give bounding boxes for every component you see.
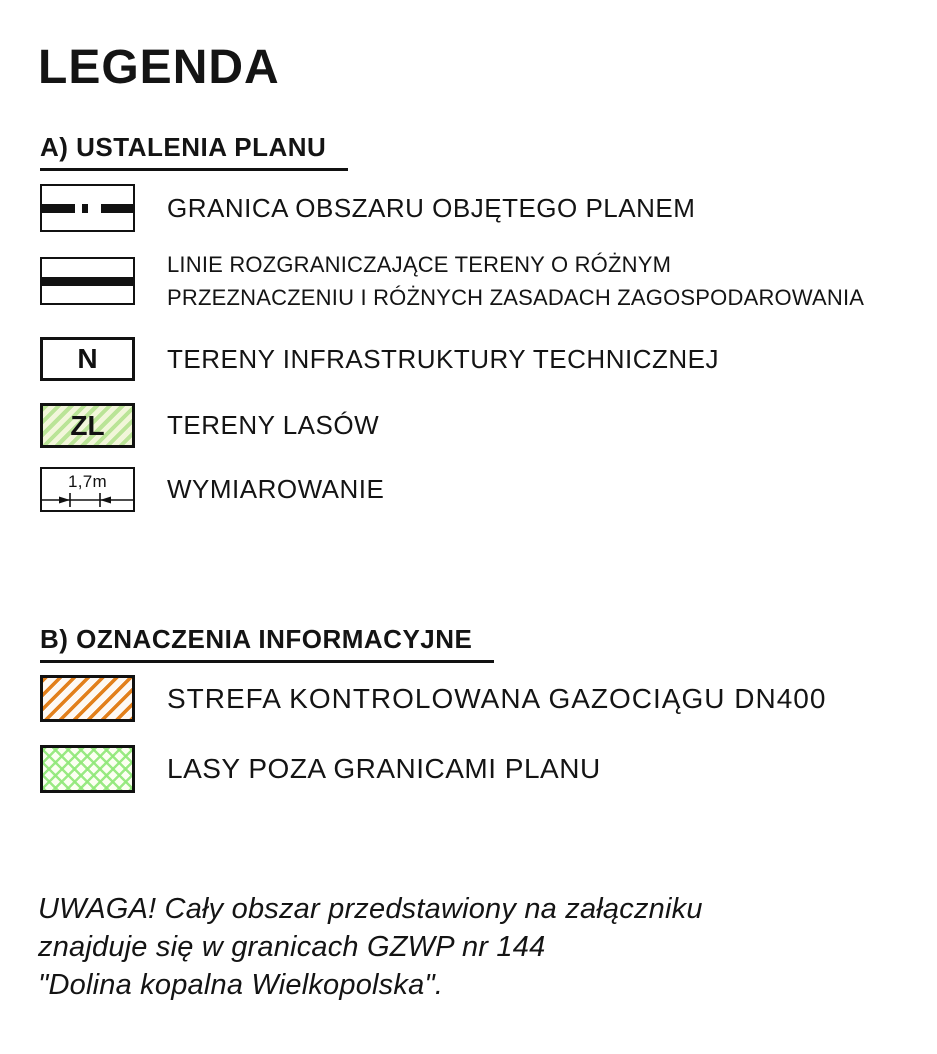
legend-item-label: GRANICA OBSZARU OBJĘTEGO PLANEM bbox=[167, 192, 696, 223]
legend-item-forests-outside-plan bbox=[40, 745, 601, 793]
legend-item-gas-pipeline-zone bbox=[40, 675, 826, 722]
legend-item-dimensioning bbox=[40, 467, 384, 512]
zone-zl-icon bbox=[40, 403, 135, 448]
green-crosshatch-icon bbox=[40, 745, 135, 793]
page-title: LEGENDA bbox=[38, 41, 280, 94]
solid-dividing-line-icon bbox=[40, 257, 135, 305]
note-line-3: "Dolina kopalna Wielkopolska". bbox=[38, 969, 444, 1001]
legend-item-label: LASY POZA GRANICAMI PLANU bbox=[167, 753, 601, 784]
dashed-line-glyph bbox=[42, 204, 133, 213]
note bbox=[38, 890, 703, 1004]
section-b-heading: B) OZNACZENIA INFORMACYJNE bbox=[40, 624, 494, 663]
orange-hatch-icon bbox=[40, 675, 135, 722]
legend-item-infrastructure bbox=[40, 337, 719, 381]
dimension-line-glyph bbox=[42, 492, 133, 508]
legend-item-label: STREFA KONTROLOWANA GAZOCIĄGU DN400 bbox=[167, 682, 827, 714]
section-a-heading: A) USTALENIA PLANU bbox=[40, 132, 348, 171]
zone-n-icon bbox=[40, 337, 135, 381]
legend-item-label bbox=[167, 248, 864, 314]
legend-item-label: WYMIAROWANIE bbox=[167, 474, 385, 504]
legend-item-label: TERENY INFRASTRUKTURY TECHNICZNEJ bbox=[167, 343, 719, 374]
note-line-2: znajduje się w granicach GZWP nr 144 bbox=[38, 931, 546, 963]
solid-line-glyph bbox=[42, 277, 133, 286]
label-line-1: LINIE ROZGRANICZAJĄCE TERENY O RÓŻNYM bbox=[167, 252, 672, 277]
zone-code-n: N bbox=[77, 343, 98, 374]
note-line-1: UWAGA! Cały obszar przedstawiony na załączniku bbox=[38, 893, 703, 925]
legend-item-forests bbox=[40, 403, 379, 448]
legend-item-plan-boundary bbox=[40, 184, 695, 232]
legend-item-dividing-lines bbox=[40, 248, 864, 314]
dimension-sample-icon bbox=[40, 467, 135, 512]
label-line-2: PRZEZNACZENIU I RÓŻNYCH ZASADACH ZAGOSPODAROWANIA bbox=[167, 285, 865, 310]
legend-item-label: TERENY LASÓW bbox=[167, 410, 380, 440]
dashed-boundary-line-icon bbox=[40, 184, 135, 232]
dimension-value: 1,7m bbox=[68, 472, 107, 491]
zone-code-zl: ZL bbox=[70, 409, 105, 441]
